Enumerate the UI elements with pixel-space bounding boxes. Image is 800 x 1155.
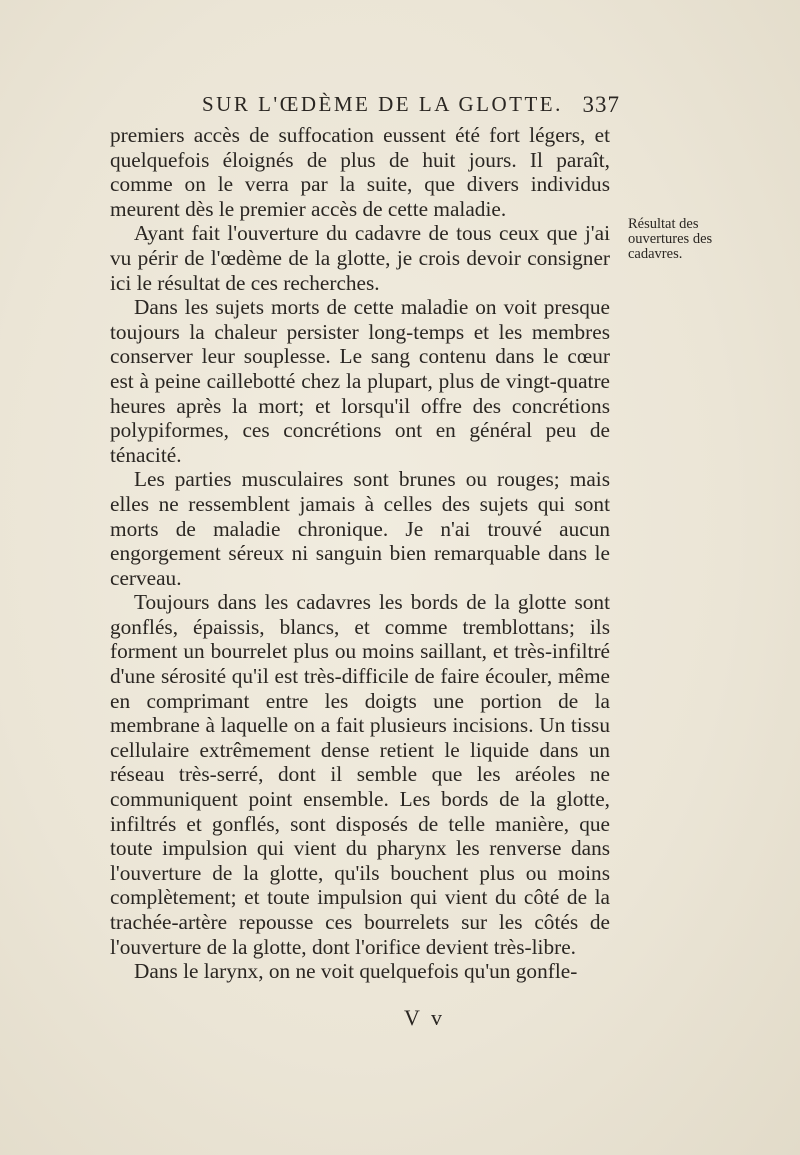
paragraph: Ayant fait l'ouverture du cadavre de tous ceux que j'ai vu périr de l'œdème de la glotte, je crois devoir consigner ici le résultat de ces recherches. bbox=[110, 221, 610, 295]
page-number: 337 bbox=[582, 92, 620, 117]
paragraph: Dans le larynx, on ne voit quelquefois qu'un gonfle- bbox=[134, 959, 578, 984]
paragraph: Dans les sujets morts de cette maladie on voit presque toujours la chaleur persister long-temps et les membres conserver leur souplesse. Le sang contenu dans le cœur est à peine caillebotté chez la plupart, plus de vingt-quatre heures après la mort; et lorsqu'il offre des concrétions polypiformes, ces concrétions ont en général peu de ténacité. bbox=[110, 295, 610, 467]
paragraph: Les parties musculaires sont brunes ou rouges; mais elles ne ressemblent jamais à celles des sujets qui sont morts de maladie chronique. Je n'ai trouvé aucun engorgement séreux ni sanguin bien remarquable dans le cerveau. bbox=[110, 467, 610, 590]
signature-mark: V v bbox=[404, 1005, 445, 1030]
margin-note: Résultat des ouvertures des cadavres. bbox=[628, 216, 713, 262]
running-title: SUR L'ŒDÈME DE LA GLOTTE. bbox=[202, 92, 563, 116]
paragraph: premiers accès de suffocation eussent été fort légers, et quelquefois éloignés de plus de huit jours. Il paraît, comme on le verra par la suite, que divers individus meurent dès le premier accès de cette maladie. bbox=[110, 123, 610, 221]
paragraph: Toujours dans les cadavres les bords de la glotte sont gonflés, épaissis, blancs, et comme tremblottans; ils forment un bourrelet plus ou moins saillant, et très-infiltré d'une sérosité qu'il est très-difficile de faire écouler, même en comprimant entre les doigts une portion de la membrane à laquelle on a fait plusieurs incisions. Un tissu cellulaire extrêmement dense retient le liquide dans un réseau très-serré, dont il semble que les aréoles ne communiquent point ensemble. Les bords de la glotte, infiltrés et gonflés, sont disposés de telle manière, que toute impulsion qui vient du pharynx les renverse dans l'ouverture de la glotte, qu'ils bouchent plus ou moins complètement; et toute impulsion qui vient du côté de la trachée-artère repousse ces bourrelets sur les côtés de l'ouverture de la glotte, dont l'orifice devient très-libre. bbox=[110, 590, 610, 959]
page-header bbox=[110, 92, 620, 122]
body-text bbox=[110, 123, 610, 984]
